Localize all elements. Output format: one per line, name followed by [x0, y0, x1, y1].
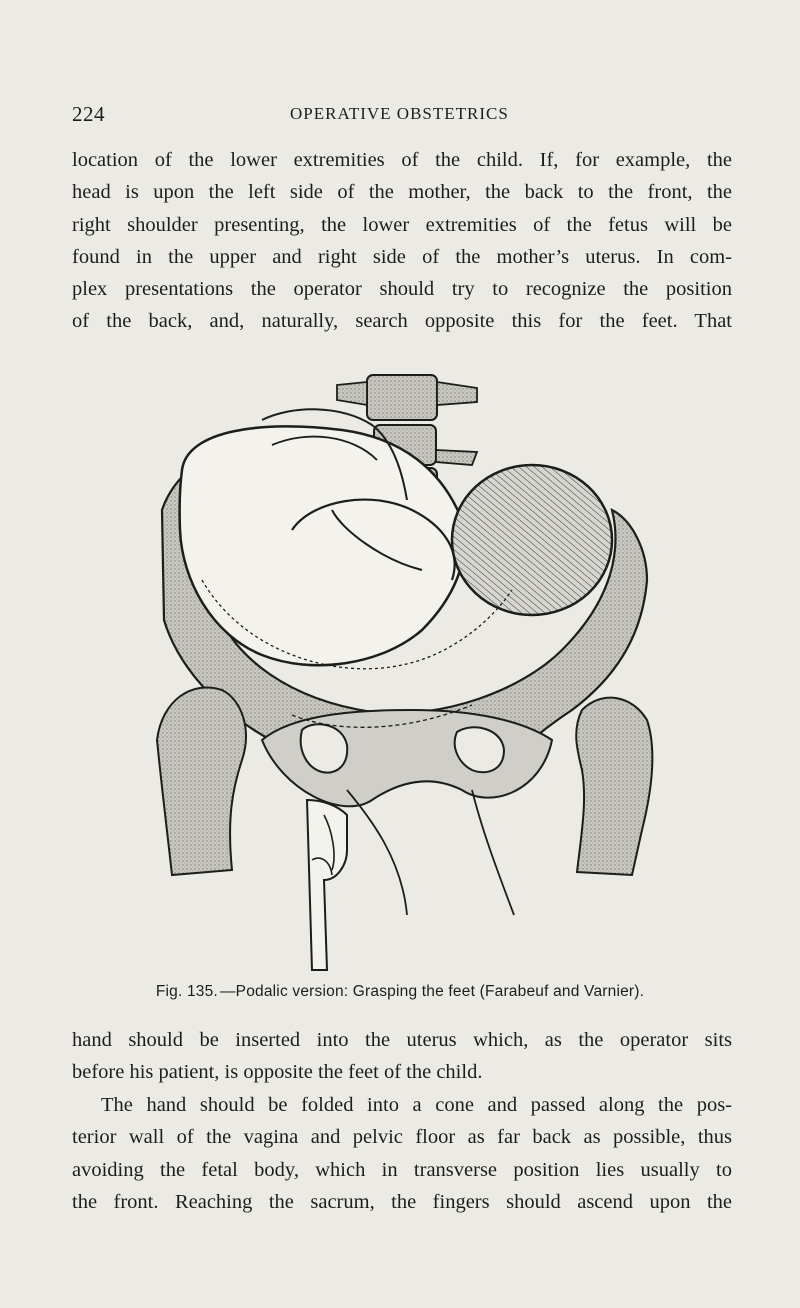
- figure-caption: [0, 983, 800, 1001]
- text-line: head is upon the left side of the mother, the back to the front, the: [72, 181, 732, 204]
- text-line: terior wall of the vagina and pelvic floor as far back as possible, thus: [72, 1126, 732, 1149]
- figure-caption-text: —Podalic version: Grasping the feet (Farabeuf and Varnier).: [219, 983, 645, 1000]
- text-line: hand should be inserted into the uterus which, as the operator sits: [72, 1029, 732, 1051]
- paragraph-2: [72, 1024, 732, 1089]
- paragraph-3: [72, 1089, 732, 1218]
- text-line: the front. Reaching the sacrum, the fingers should ascend upon the: [72, 1190, 732, 1213]
- uterus-outline: [180, 426, 465, 665]
- paragraph-1: [72, 144, 732, 338]
- figure-illustration: [142, 360, 662, 980]
- text-line: of the back, and, naturally, search opposite this for the feet. That: [72, 310, 732, 333]
- text-line: right shoulder presenting, the lower extremities of the fetus will be: [72, 213, 732, 236]
- figure-label: Fig. 135.: [155, 983, 218, 1000]
- running-head-title: OPERATIVE OBSTETRICS: [290, 104, 509, 123]
- text-line: found in the upper and right side of the mother’s uterus. In com-: [72, 245, 732, 268]
- fetal-head: [452, 465, 612, 615]
- text-line: plex presentations the operator should try to recognize the position: [72, 278, 732, 301]
- text-line: The hand should be folded into a cone and passed along the pos-: [101, 1094, 732, 1116]
- text-line: avoiding the fetal body, which in transverse position lies usually to: [72, 1158, 732, 1181]
- femur-left: [157, 687, 246, 875]
- femur-right: [576, 698, 652, 875]
- operator-arm: [307, 800, 347, 970]
- running-head: [72, 102, 732, 130]
- text-line: before his patient, is opposite the feet of the child.: [72, 1061, 483, 1084]
- text-line: location of the lower extremities of the child. If, for example, the: [72, 149, 732, 171]
- page-number: 224: [72, 102, 105, 126]
